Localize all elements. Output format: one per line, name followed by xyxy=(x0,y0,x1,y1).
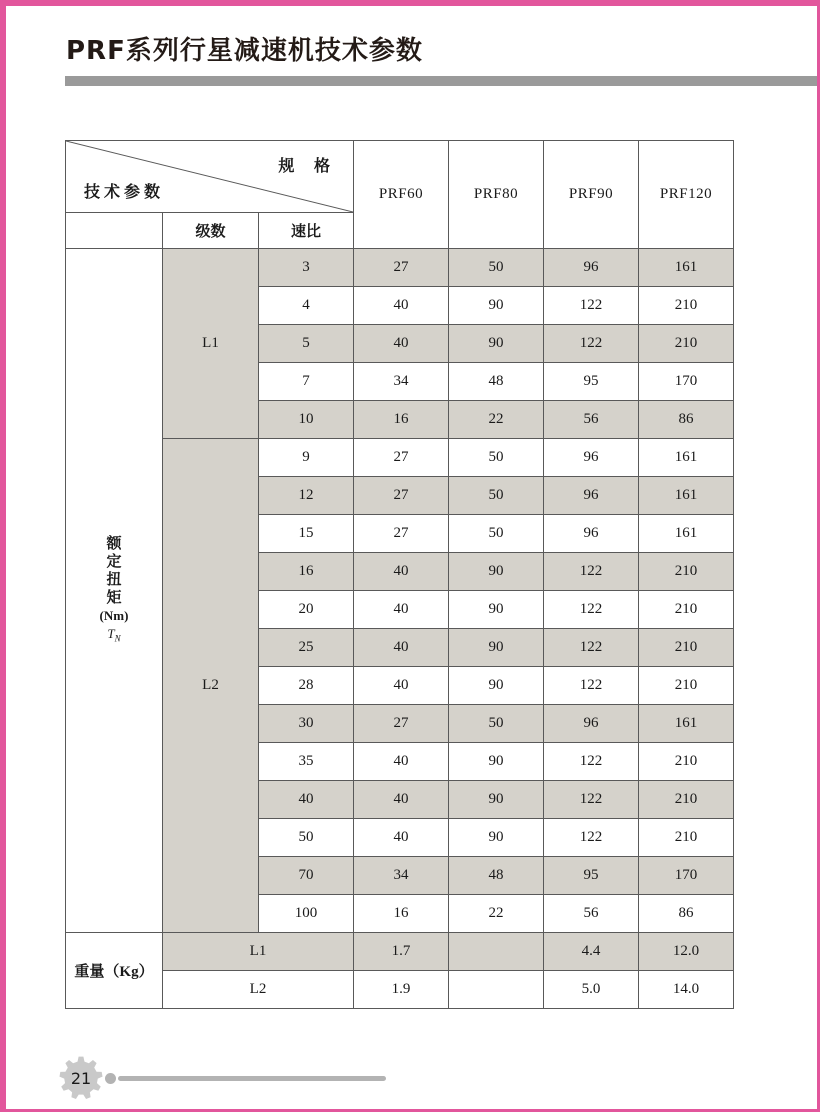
value-cell: 50 xyxy=(449,249,544,287)
value-cell: 170 xyxy=(639,857,734,895)
value-cell: 27 xyxy=(354,705,449,743)
ratio-cell: 70 xyxy=(259,857,354,895)
value-cell: 90 xyxy=(449,743,544,781)
corner-label-spec: 规 格 xyxy=(278,156,337,175)
value-cell: 90 xyxy=(449,667,544,705)
value-cell: 122 xyxy=(544,819,639,857)
ratio-cell: 15 xyxy=(259,515,354,553)
ratio-cell: 16 xyxy=(259,553,354,591)
value-cell: 90 xyxy=(449,287,544,325)
value-cell: 96 xyxy=(544,249,639,287)
value-cell: 161 xyxy=(639,439,734,477)
value-cell: 210 xyxy=(639,287,734,325)
gear-icon xyxy=(58,1055,104,1101)
value-cell: 50 xyxy=(449,477,544,515)
value-cell: 50 xyxy=(449,439,544,477)
value-cell: 86 xyxy=(639,401,734,439)
corner-cell xyxy=(66,141,354,213)
empty-header-cell xyxy=(66,213,163,249)
value-cell: 40 xyxy=(354,325,449,363)
value-cell: 86 xyxy=(639,895,734,933)
value-cell: 96 xyxy=(544,515,639,553)
weight-label-cell: 重量（Kg） xyxy=(66,933,163,1009)
value-cell: 40 xyxy=(354,781,449,819)
col-header-prf60: PRF60 xyxy=(354,141,449,249)
value-cell: 50 xyxy=(449,515,544,553)
value-cell: 122 xyxy=(544,287,639,325)
line-start-dot-icon xyxy=(105,1073,116,1084)
value-cell: 40 xyxy=(354,667,449,705)
value-cell: 40 xyxy=(354,591,449,629)
value-cell: 170 xyxy=(639,363,734,401)
page-title: PRF系列行星减速机技术参数 xyxy=(66,36,423,66)
value-cell: 90 xyxy=(449,781,544,819)
value-cell: 27 xyxy=(354,249,449,287)
stage-group-cell: L1 xyxy=(163,249,259,439)
corner-label-params: 技术参数 xyxy=(84,182,165,201)
table-row xyxy=(66,249,734,287)
value-cell: 34 xyxy=(354,857,449,895)
footer-rule xyxy=(118,1076,386,1081)
value-cell: 27 xyxy=(354,515,449,553)
value-cell: 4.4 xyxy=(544,933,639,971)
value-cell: 34 xyxy=(354,363,449,401)
value-cell: 122 xyxy=(544,591,639,629)
value-cell: 40 xyxy=(354,287,449,325)
value-cell: 48 xyxy=(449,857,544,895)
value-cell: 210 xyxy=(639,667,734,705)
value-cell: 27 xyxy=(354,439,449,477)
value-cell: 40 xyxy=(354,743,449,781)
stage-header: 级数 xyxy=(163,213,259,249)
value-cell: 16 xyxy=(354,895,449,933)
ratio-cell: 7 xyxy=(259,363,354,401)
ratio-cell: 25 xyxy=(259,629,354,667)
value-cell: 1.9 xyxy=(354,971,449,1009)
weight-row xyxy=(66,933,734,971)
value-cell: 122 xyxy=(544,553,639,591)
header-row-models xyxy=(66,141,734,213)
value-cell: 210 xyxy=(639,325,734,363)
torque-label-cell: 额 定 扭 矩 (Nm) $T_N$ xyxy=(66,249,163,933)
ratio-cell: 50 xyxy=(259,819,354,857)
value-cell: 96 xyxy=(544,705,639,743)
ratio-cell: 40 xyxy=(259,781,354,819)
value-cell: 40 xyxy=(354,629,449,667)
ratio-cell: 3 xyxy=(259,249,354,287)
value-cell: 122 xyxy=(544,667,639,705)
value-cell: 161 xyxy=(639,705,734,743)
ratio-cell: 5 xyxy=(259,325,354,363)
col-header-prf80: PRF80 xyxy=(449,141,544,249)
value-cell: 161 xyxy=(639,515,734,553)
value-cell: 95 xyxy=(544,363,639,401)
ratio-cell: 4 xyxy=(259,287,354,325)
weight-stage-cell: L1 xyxy=(163,933,354,971)
weight-stage-cell: L2 xyxy=(163,971,354,1009)
ratio-cell: 20 xyxy=(259,591,354,629)
value-cell: 1.7 xyxy=(354,933,449,971)
col-header-prf90: PRF90 xyxy=(544,141,639,249)
ratio-cell: 30 xyxy=(259,705,354,743)
value-cell: 210 xyxy=(639,743,734,781)
ratio-cell: 100 xyxy=(259,895,354,933)
title-underline-bar xyxy=(65,76,817,86)
value-cell: 96 xyxy=(544,477,639,515)
value-cell: 95 xyxy=(544,857,639,895)
spec-table xyxy=(65,140,734,1009)
value-cell: 122 xyxy=(544,629,639,667)
value-cell: 210 xyxy=(639,781,734,819)
value-cell: 90 xyxy=(449,629,544,667)
ratio-cell: 10 xyxy=(259,401,354,439)
value-cell: 122 xyxy=(544,743,639,781)
table-row xyxy=(66,439,734,477)
ratio-cell: 28 xyxy=(259,667,354,705)
value-cell: 5.0 xyxy=(544,971,639,1009)
value-cell xyxy=(449,933,544,971)
ratio-header: 速比 xyxy=(259,213,354,249)
value-cell: 90 xyxy=(449,325,544,363)
value-cell: 210 xyxy=(639,819,734,857)
value-cell: 50 xyxy=(449,705,544,743)
value-cell: 161 xyxy=(639,477,734,515)
value-cell: 90 xyxy=(449,591,544,629)
page-footer xyxy=(58,1055,386,1101)
value-cell: 48 xyxy=(449,363,544,401)
value-cell: 56 xyxy=(544,401,639,439)
value-cell: 22 xyxy=(449,895,544,933)
value-cell xyxy=(449,971,544,1009)
value-cell: 27 xyxy=(354,477,449,515)
ratio-cell: 35 xyxy=(259,743,354,781)
value-cell: 56 xyxy=(544,895,639,933)
value-cell: 16 xyxy=(354,401,449,439)
value-cell: 122 xyxy=(544,781,639,819)
value-cell: 210 xyxy=(639,591,734,629)
stage-group-cell: L2 xyxy=(163,439,259,933)
value-cell: 161 xyxy=(639,249,734,287)
spec-table-container xyxy=(65,140,734,1009)
weight-row xyxy=(66,971,734,1009)
value-cell: 210 xyxy=(639,629,734,667)
col-header-prf120: PRF120 xyxy=(639,141,734,249)
value-cell: 90 xyxy=(449,553,544,591)
value-cell: 40 xyxy=(354,819,449,857)
page-number: 21 xyxy=(70,1068,92,1088)
value-cell: 96 xyxy=(544,439,639,477)
value-cell: 122 xyxy=(544,325,639,363)
value-cell: 12.0 xyxy=(639,933,734,971)
ratio-cell: 12 xyxy=(259,477,354,515)
value-cell: 14.0 xyxy=(639,971,734,1009)
value-cell: 22 xyxy=(449,401,544,439)
value-cell: 40 xyxy=(354,553,449,591)
value-cell: 90 xyxy=(449,819,544,857)
value-cell: 210 xyxy=(639,553,734,591)
ratio-cell: 9 xyxy=(259,439,354,477)
